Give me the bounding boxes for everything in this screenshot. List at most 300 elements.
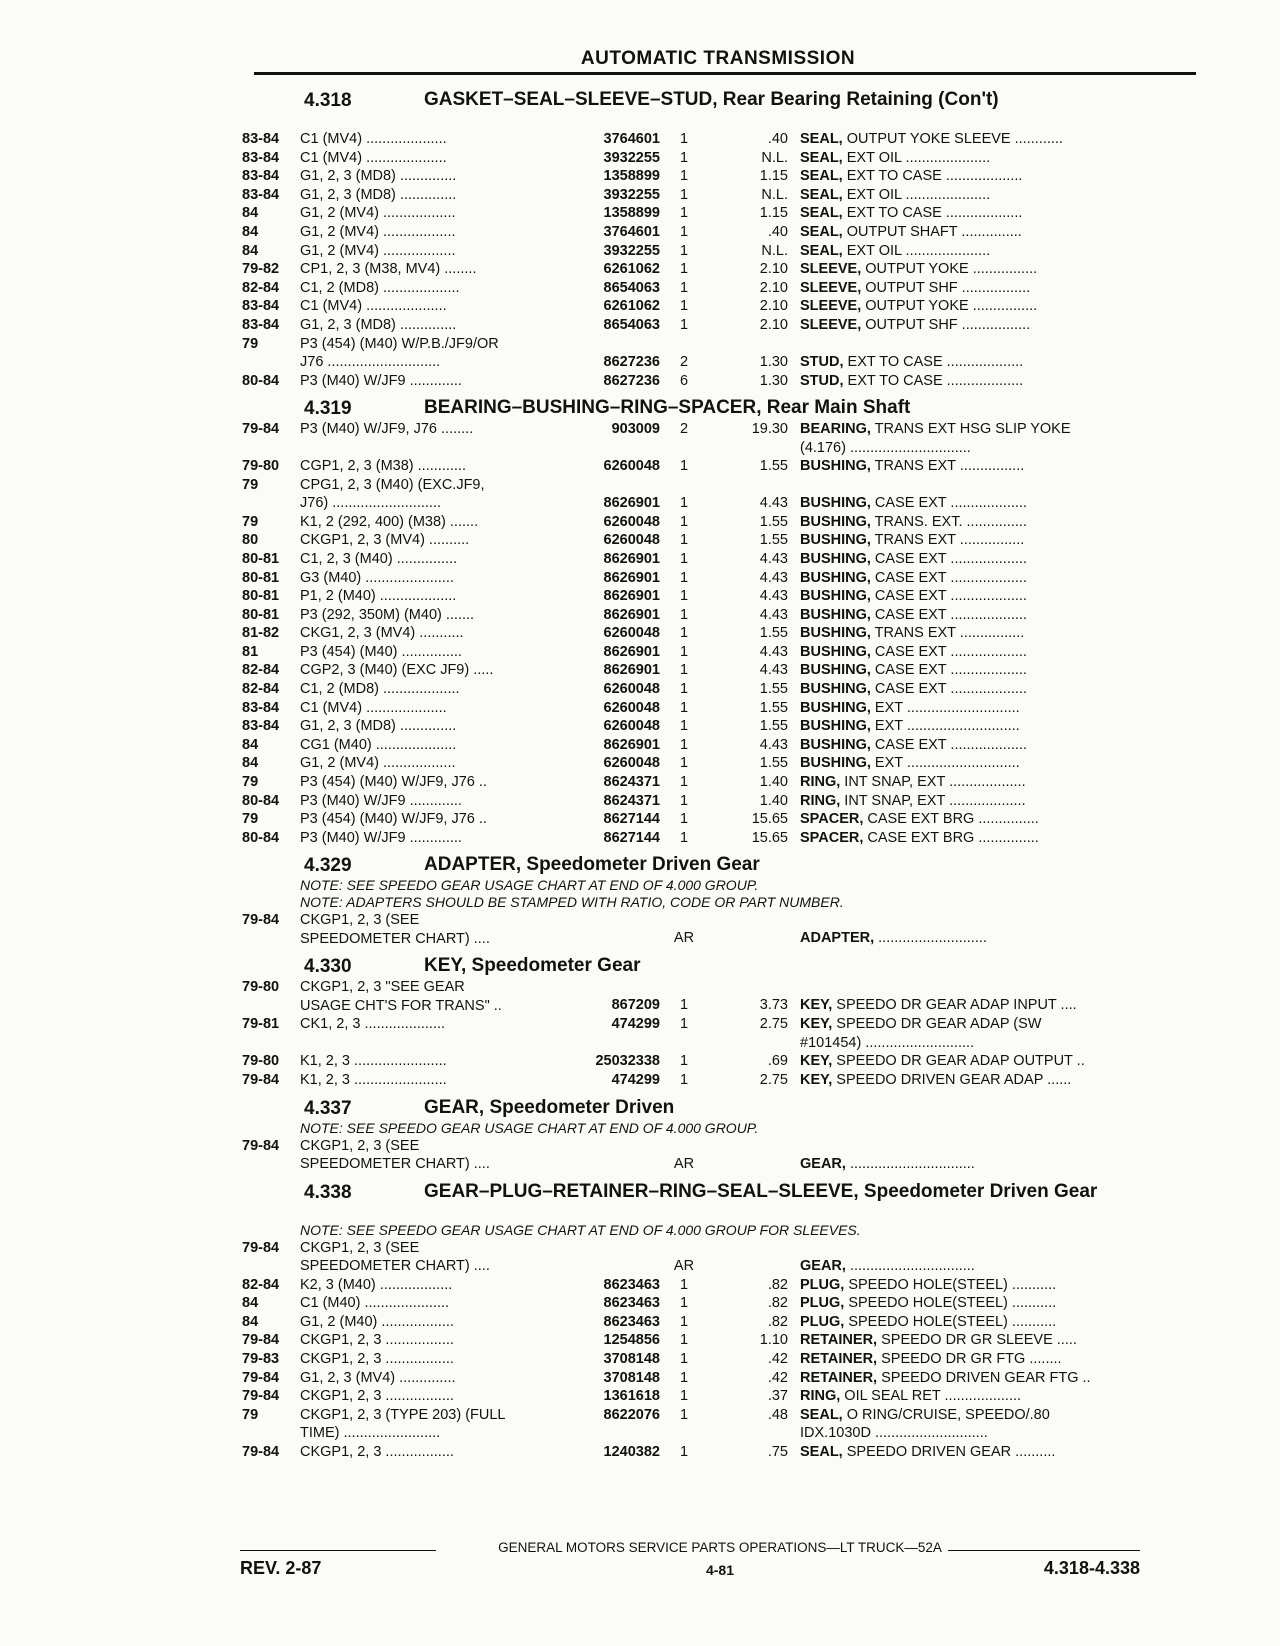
description-noun: RING, (800, 774, 841, 791)
price: 1.55 (759, 532, 788, 549)
quantity: AR (673, 1155, 695, 1172)
application-line: G1, 2 (M40) .................. (300, 1313, 454, 1330)
description-line (800, 1276, 1188, 1295)
application-line: CKGP1, 2, 3 ................. (300, 1443, 454, 1460)
description-text: TRANS EXT ................ (870, 625, 1025, 642)
description-noun: RETAINER, (800, 1332, 878, 1349)
application-line: G1, 2, 3 (MD8) .............. (300, 168, 457, 185)
description-noun: GEAR, (800, 1257, 846, 1274)
price: 15.65 (751, 811, 788, 828)
model-years: 83-84 (242, 718, 280, 735)
application (300, 242, 550, 261)
application-line: CKGP1, 2, 3 (SEE (300, 1239, 420, 1256)
section-heading: ADAPTER, Speedometer Driven Gear (424, 854, 760, 876)
part-number: 8654063 (603, 279, 660, 296)
description (800, 1406, 1188, 1443)
price: 2.10 (759, 261, 788, 278)
application-line: G1, 2, 3 (MD8) .............. (300, 718, 457, 735)
model-years: 80 (242, 532, 259, 549)
section-note: NOTE: ADAPTERS SHOULD BE STAMPED WITH RATIO, CODE OR PART NUMBER. (300, 894, 844, 911)
description-text: CASE EXT ................... (870, 643, 1027, 660)
part-row (240, 372, 1200, 391)
quantity: 1 (679, 149, 689, 166)
price: 2.75 (759, 1016, 788, 1033)
quantity: 1 (679, 205, 689, 222)
description-line (800, 1294, 1188, 1313)
description-text: TRANS EXT HSG SLIP YOKE (870, 421, 1071, 438)
application-line: G3 (M40) ...................... (300, 569, 454, 586)
price: .82 (767, 1276, 788, 1293)
description-text: EXT TO CASE ................... (843, 353, 1024, 370)
description-noun: BUSHING, (800, 550, 871, 567)
part-row (240, 167, 1200, 186)
section-title (240, 1178, 1200, 1222)
application-line: J76 ............................ (300, 354, 441, 371)
part-number: 8626901 (603, 569, 660, 586)
application-line: G1, 2 (MV4) .................. (300, 755, 456, 772)
quantity: 1 (679, 1332, 689, 1349)
description (800, 661, 1188, 680)
section-title (240, 1094, 1200, 1120)
description-noun: RETAINER, (800, 1369, 878, 1386)
part-number: 3708148 (603, 1369, 660, 1386)
model-years: 82-84 (242, 279, 280, 296)
model-years: 79 (242, 1406, 259, 1423)
description-noun: KEY, (800, 1016, 833, 1033)
application (300, 223, 550, 242)
part-row (240, 513, 1200, 532)
model-years: 80-81 (242, 606, 280, 623)
description-line (800, 260, 1188, 279)
part-number: 3932255 (603, 186, 660, 203)
description-line (800, 1155, 1188, 1174)
part-row (240, 1443, 1200, 1462)
revision-label: REV. 2-87 (240, 1558, 322, 1578)
model-years: 79-84 (242, 1388, 280, 1405)
description-text: EXT ............................ (870, 755, 1020, 772)
model-years: 79-82 (242, 261, 280, 278)
model-years: 80-84 (242, 792, 280, 809)
application-line: CGP1, 2, 3 (M38) ............ (300, 458, 466, 475)
header-rule (254, 72, 1196, 75)
description-line (800, 242, 1188, 261)
model-years: 84 (242, 736, 259, 753)
part-number: 3764601 (603, 131, 660, 147)
price: 2.10 (759, 316, 788, 333)
application (300, 680, 550, 699)
description (800, 736, 1188, 755)
model-years: 79-84 (242, 1072, 280, 1088)
section-heading: BEARING–BUSHING–RING–SPACER, Rear Main Shaft (424, 397, 911, 419)
part-number: 6261062 (603, 261, 660, 278)
quantity: AR (673, 1257, 695, 1274)
description (800, 643, 1188, 662)
description-line (800, 680, 1188, 699)
description (800, 1155, 1188, 1174)
description-noun: SEAL, (800, 205, 843, 222)
price: 1.15 (759, 168, 788, 185)
description-noun: BUSHING, (800, 755, 871, 772)
description-line (800, 1443, 1188, 1462)
application-line: K1, 2, 3 ....................... (300, 1072, 447, 1088)
quantity: 1 (679, 588, 689, 605)
part-row (240, 531, 1200, 550)
part-number: 8654063 (603, 316, 660, 333)
application (300, 829, 550, 848)
application (300, 773, 550, 792)
section-number: 4.319 (304, 398, 352, 420)
application-line: CKGP1, 2, 3 ................. (300, 1350, 454, 1367)
model-years: 80-81 (242, 588, 280, 605)
description (800, 1276, 1188, 1295)
price: 15.65 (751, 829, 788, 846)
description-noun: SEAL, (800, 149, 843, 166)
model-years: 83-84 (242, 316, 280, 333)
model-years: 79 (242, 811, 259, 828)
quantity: 1 (679, 550, 689, 567)
quantity: 1 (679, 223, 689, 240)
application (300, 736, 550, 755)
price: 4.43 (759, 494, 788, 511)
description (800, 754, 1188, 773)
description (800, 494, 1188, 513)
quantity: 1 (679, 755, 689, 772)
description-noun: SEAL, (800, 1406, 843, 1423)
description-line (800, 624, 1188, 643)
description-text: EXT TO CASE ................... (842, 205, 1023, 222)
description (800, 587, 1188, 606)
part-number: 1240382 (603, 1443, 660, 1460)
quantity: 1 (679, 1072, 689, 1088)
description-line (800, 279, 1188, 298)
quantity: 1 (679, 792, 689, 809)
part-number: 6260048 (603, 699, 660, 716)
description-line (800, 661, 1188, 680)
model-years: 82-84 (242, 662, 280, 679)
application (300, 550, 550, 569)
part-number: 8627144 (603, 829, 660, 846)
model-years: 79 (242, 513, 259, 530)
part-number: 8626901 (603, 588, 660, 605)
model-years: 79-84 (242, 1332, 280, 1349)
application-line: P3 (454) (M40) W/P.B./JF9/OR (300, 335, 499, 352)
description (800, 1313, 1188, 1332)
description-line (800, 1369, 1188, 1388)
description-text: EXT TO CASE ................... (842, 168, 1023, 185)
description-text: ............................... (845, 1257, 975, 1274)
description-text: CASE EXT ................... (870, 606, 1027, 623)
application-line: SPEEDOMETER CHART) .... (300, 931, 490, 947)
application (300, 531, 550, 550)
part-row (240, 773, 1200, 792)
part-number: 8626901 (603, 606, 660, 623)
application (300, 792, 550, 811)
description-text: CASE EXT ................... (870, 588, 1027, 605)
description-line (800, 1052, 1188, 1071)
description (800, 420, 1188, 457)
part-row (240, 420, 1200, 457)
quantity: 1 (679, 643, 689, 660)
description-noun: SLEEVE, (800, 316, 862, 333)
application-line: P3 (292, 350M) (M40) ....... (300, 606, 475, 623)
quantity: 1 (679, 261, 689, 278)
description-noun: BUSHING, (800, 569, 871, 586)
model-years: 84 (242, 205, 259, 222)
application-line: CK1, 2, 3 .................... (300, 1016, 446, 1033)
application (300, 316, 550, 335)
quantity: 1 (679, 1443, 689, 1460)
description-text: OUTPUT YOKE SLEEVE ............ (842, 131, 1063, 147)
description-text: CASE EXT ................... (870, 494, 1027, 511)
price: 1.55 (759, 513, 788, 530)
description-line (800, 717, 1188, 736)
description-line (800, 550, 1188, 569)
application (300, 457, 550, 476)
application (300, 1137, 550, 1174)
description-text: SPEEDO DR GEAR ADAP (SW (832, 1016, 1042, 1033)
application-line: C1 (MV4) .................... (300, 131, 447, 147)
price: 4.43 (759, 588, 788, 605)
quantity: 1 (679, 1295, 689, 1312)
description-noun: SLEEVE, (800, 298, 862, 315)
part-number: 6260048 (603, 625, 660, 642)
description-line (800, 494, 1188, 513)
section-number: 4.330 (304, 956, 352, 978)
parts-content (240, 86, 1200, 1465)
description (800, 810, 1188, 829)
part-row (240, 1313, 1200, 1332)
description-line (800, 699, 1188, 718)
application (300, 587, 550, 606)
part-row (240, 643, 1200, 662)
quantity: 1 (679, 1406, 689, 1423)
description-line (800, 1313, 1188, 1332)
application-line: P3 (M40) W/JF9 ............. (300, 792, 462, 809)
description (800, 929, 1188, 948)
section-title (240, 86, 1200, 130)
application-line: P1, 2 (M40) ................... (300, 588, 457, 605)
description-line (800, 204, 1188, 223)
part-row (240, 624, 1200, 643)
description-text: EXT OIL ..................... (842, 186, 991, 203)
application-line: CKGP1, 2, 3 ................. (300, 1388, 454, 1405)
part-number: 8626901 (603, 662, 660, 679)
section-number: 4.337 (304, 1097, 352, 1119)
part-row (240, 186, 1200, 205)
application-line: K1, 2 (292, 400) (M38) ....... (300, 513, 479, 530)
description-text: CASE EXT ................... (870, 550, 1027, 567)
application (300, 149, 550, 168)
application (300, 1443, 550, 1462)
application-line: G1, 2, 3 (MV4) .............. (300, 1369, 456, 1386)
description-text: ........................... (874, 930, 987, 947)
application (300, 130, 550, 149)
description-line (800, 130, 1188, 149)
application-line: CKGP1, 2, 3 "SEE GEAR (300, 979, 465, 996)
application-line: CKGP1, 2, 3 (TYPE 203) (FULL (300, 1406, 506, 1423)
part-row (240, 260, 1200, 279)
application (300, 167, 550, 186)
quantity: 1 (679, 1313, 689, 1330)
part-row (240, 550, 1200, 569)
price: 1.30 (759, 353, 788, 370)
quantity: 1 (679, 186, 689, 203)
quantity: 1 (679, 829, 689, 846)
price: 4.43 (759, 662, 788, 679)
description-text: SPEEDO DRIVEN GEAR ADAP ...... (832, 1072, 1072, 1088)
model-years: 79-83 (242, 1350, 280, 1367)
description-noun: BUSHING, (800, 458, 871, 475)
description-line (800, 223, 1188, 242)
quantity: 1 (679, 774, 689, 791)
application (300, 1387, 550, 1406)
description-noun: BUSHING, (800, 606, 871, 623)
description-line (800, 643, 1188, 662)
description (800, 186, 1188, 205)
quantity: 1 (679, 811, 689, 828)
application (300, 717, 550, 736)
model-years: 79-80 (242, 979, 280, 996)
description-line (800, 606, 1188, 625)
quantity: AR (673, 930, 695, 947)
model-years: 79-84 (242, 1369, 280, 1386)
quantity: 1 (679, 532, 689, 549)
part-number: 867209 (611, 997, 660, 1014)
description-noun: SEAL, (800, 168, 843, 185)
part-number: 8623463 (603, 1313, 660, 1330)
application (300, 624, 550, 643)
price: 1.55 (759, 681, 788, 698)
section-note: NOTE: SEE SPEEDO GEAR USAGE CHART AT END OF 4.000 GROUP. (300, 1119, 759, 1136)
application (300, 297, 550, 316)
description-text: SPEEDO DRIVEN GEAR .......... (842, 1443, 1056, 1460)
application-line: C1, 2, 3 (M40) ............... (300, 550, 458, 567)
model-years: 79-84 (242, 912, 280, 929)
part-row (240, 242, 1200, 261)
quantity: 1 (679, 606, 689, 623)
model-years: 84 (242, 1313, 259, 1330)
description-noun: STUD, (800, 353, 844, 370)
quantity: 1 (679, 242, 689, 259)
description-noun: BUSHING, (800, 532, 871, 549)
quantity: 6 (679, 372, 689, 389)
price: 2.75 (759, 1072, 788, 1088)
footer-publisher: GENERAL MOTORS SERVICE PARTS OPERATIONS—LT TRUCK—52A (498, 1540, 942, 1555)
application (300, 204, 550, 223)
application (300, 513, 550, 532)
description (800, 1443, 1188, 1462)
application-line: C1 (M40) ..................... (300, 1295, 450, 1312)
description-line (800, 829, 1188, 848)
part-number: 6260048 (603, 755, 660, 772)
part-number: 8622076 (603, 1406, 660, 1423)
description (800, 792, 1188, 811)
model-years: 84 (242, 755, 259, 772)
description-line (800, 316, 1188, 335)
price: N.L. (761, 242, 788, 259)
description-line (800, 353, 1188, 372)
description-noun: RING, (800, 792, 841, 809)
description (800, 1369, 1188, 1388)
description-text: CASE EXT ................... (870, 736, 1027, 753)
part-row (240, 335, 1200, 372)
application (300, 661, 550, 680)
part-row (240, 661, 1200, 680)
application (300, 699, 550, 718)
application (300, 978, 550, 1015)
description (800, 550, 1188, 569)
part-number: 8626901 (603, 494, 660, 511)
description-noun: BUSHING, (800, 588, 871, 605)
application (300, 810, 550, 829)
description-noun: PLUG, (800, 1295, 845, 1312)
description-noun: SEAL, (800, 223, 843, 240)
description-noun: SEAL, (800, 242, 843, 259)
part-row (240, 297, 1200, 316)
description-text: SPEEDO HOLE(STEEL) ........... (844, 1276, 1057, 1293)
description-text: TRANS EXT ................ (870, 532, 1025, 549)
description (800, 531, 1188, 550)
description (800, 1387, 1188, 1406)
price: N.L. (761, 186, 788, 203)
description-text: ............................... (845, 1155, 975, 1172)
price: .82 (767, 1295, 788, 1312)
model-years: 79-84 (242, 421, 280, 438)
description (800, 1052, 1188, 1071)
model-years: 84 (242, 223, 259, 240)
description (800, 1071, 1188, 1090)
model-years: 83-84 (242, 131, 280, 147)
description-text: EXT ............................ (870, 718, 1020, 735)
part-row (240, 130, 1200, 149)
application (300, 754, 550, 773)
part-number: 903009 (611, 421, 660, 438)
model-years: 83-84 (242, 699, 280, 716)
model-years: 84 (242, 1295, 259, 1312)
description-noun: STUD, (800, 372, 844, 389)
part-number: 1358899 (603, 205, 660, 222)
description (800, 279, 1188, 298)
model-years: 80-84 (242, 829, 280, 846)
section-note: NOTE: SEE SPEEDO GEAR USAGE CHART AT END OF 4.000 GROUP FOR SLEEVES. (300, 1221, 861, 1238)
description-noun: PLUG, (800, 1313, 845, 1330)
application-line: K2, 3 (M40) .................. (300, 1276, 453, 1293)
part-row (240, 569, 1200, 588)
part-row (240, 978, 1200, 1015)
page-number: 4-81 (705, 1562, 735, 1578)
section-number: 4.329 (304, 855, 352, 877)
model-years: 81 (242, 643, 259, 660)
part-row (240, 1137, 1200, 1174)
price: N.L. (761, 149, 788, 166)
part-number: 474299 (611, 1016, 660, 1033)
price: .48 (767, 1406, 788, 1423)
description-text: OUTPUT SHAFT ............... (842, 223, 1022, 240)
model-years: 80-81 (242, 550, 280, 567)
application-line: CKGP1, 2, 3 (MV4) .......... (300, 532, 470, 549)
description-line (800, 773, 1188, 792)
part-row (240, 1052, 1200, 1071)
application (300, 606, 550, 625)
application-line: G1, 2, 3 (MD8) .............. (300, 186, 457, 203)
description-line (800, 372, 1188, 391)
application (300, 372, 550, 391)
part-number: 6260048 (603, 681, 660, 698)
description-text: CASE EXT BRG ............... (863, 811, 1039, 828)
description (800, 204, 1188, 223)
part-number: 3932255 (603, 242, 660, 259)
application-line: P3 (454) (M40) W/JF9, J76 .. (300, 811, 487, 828)
